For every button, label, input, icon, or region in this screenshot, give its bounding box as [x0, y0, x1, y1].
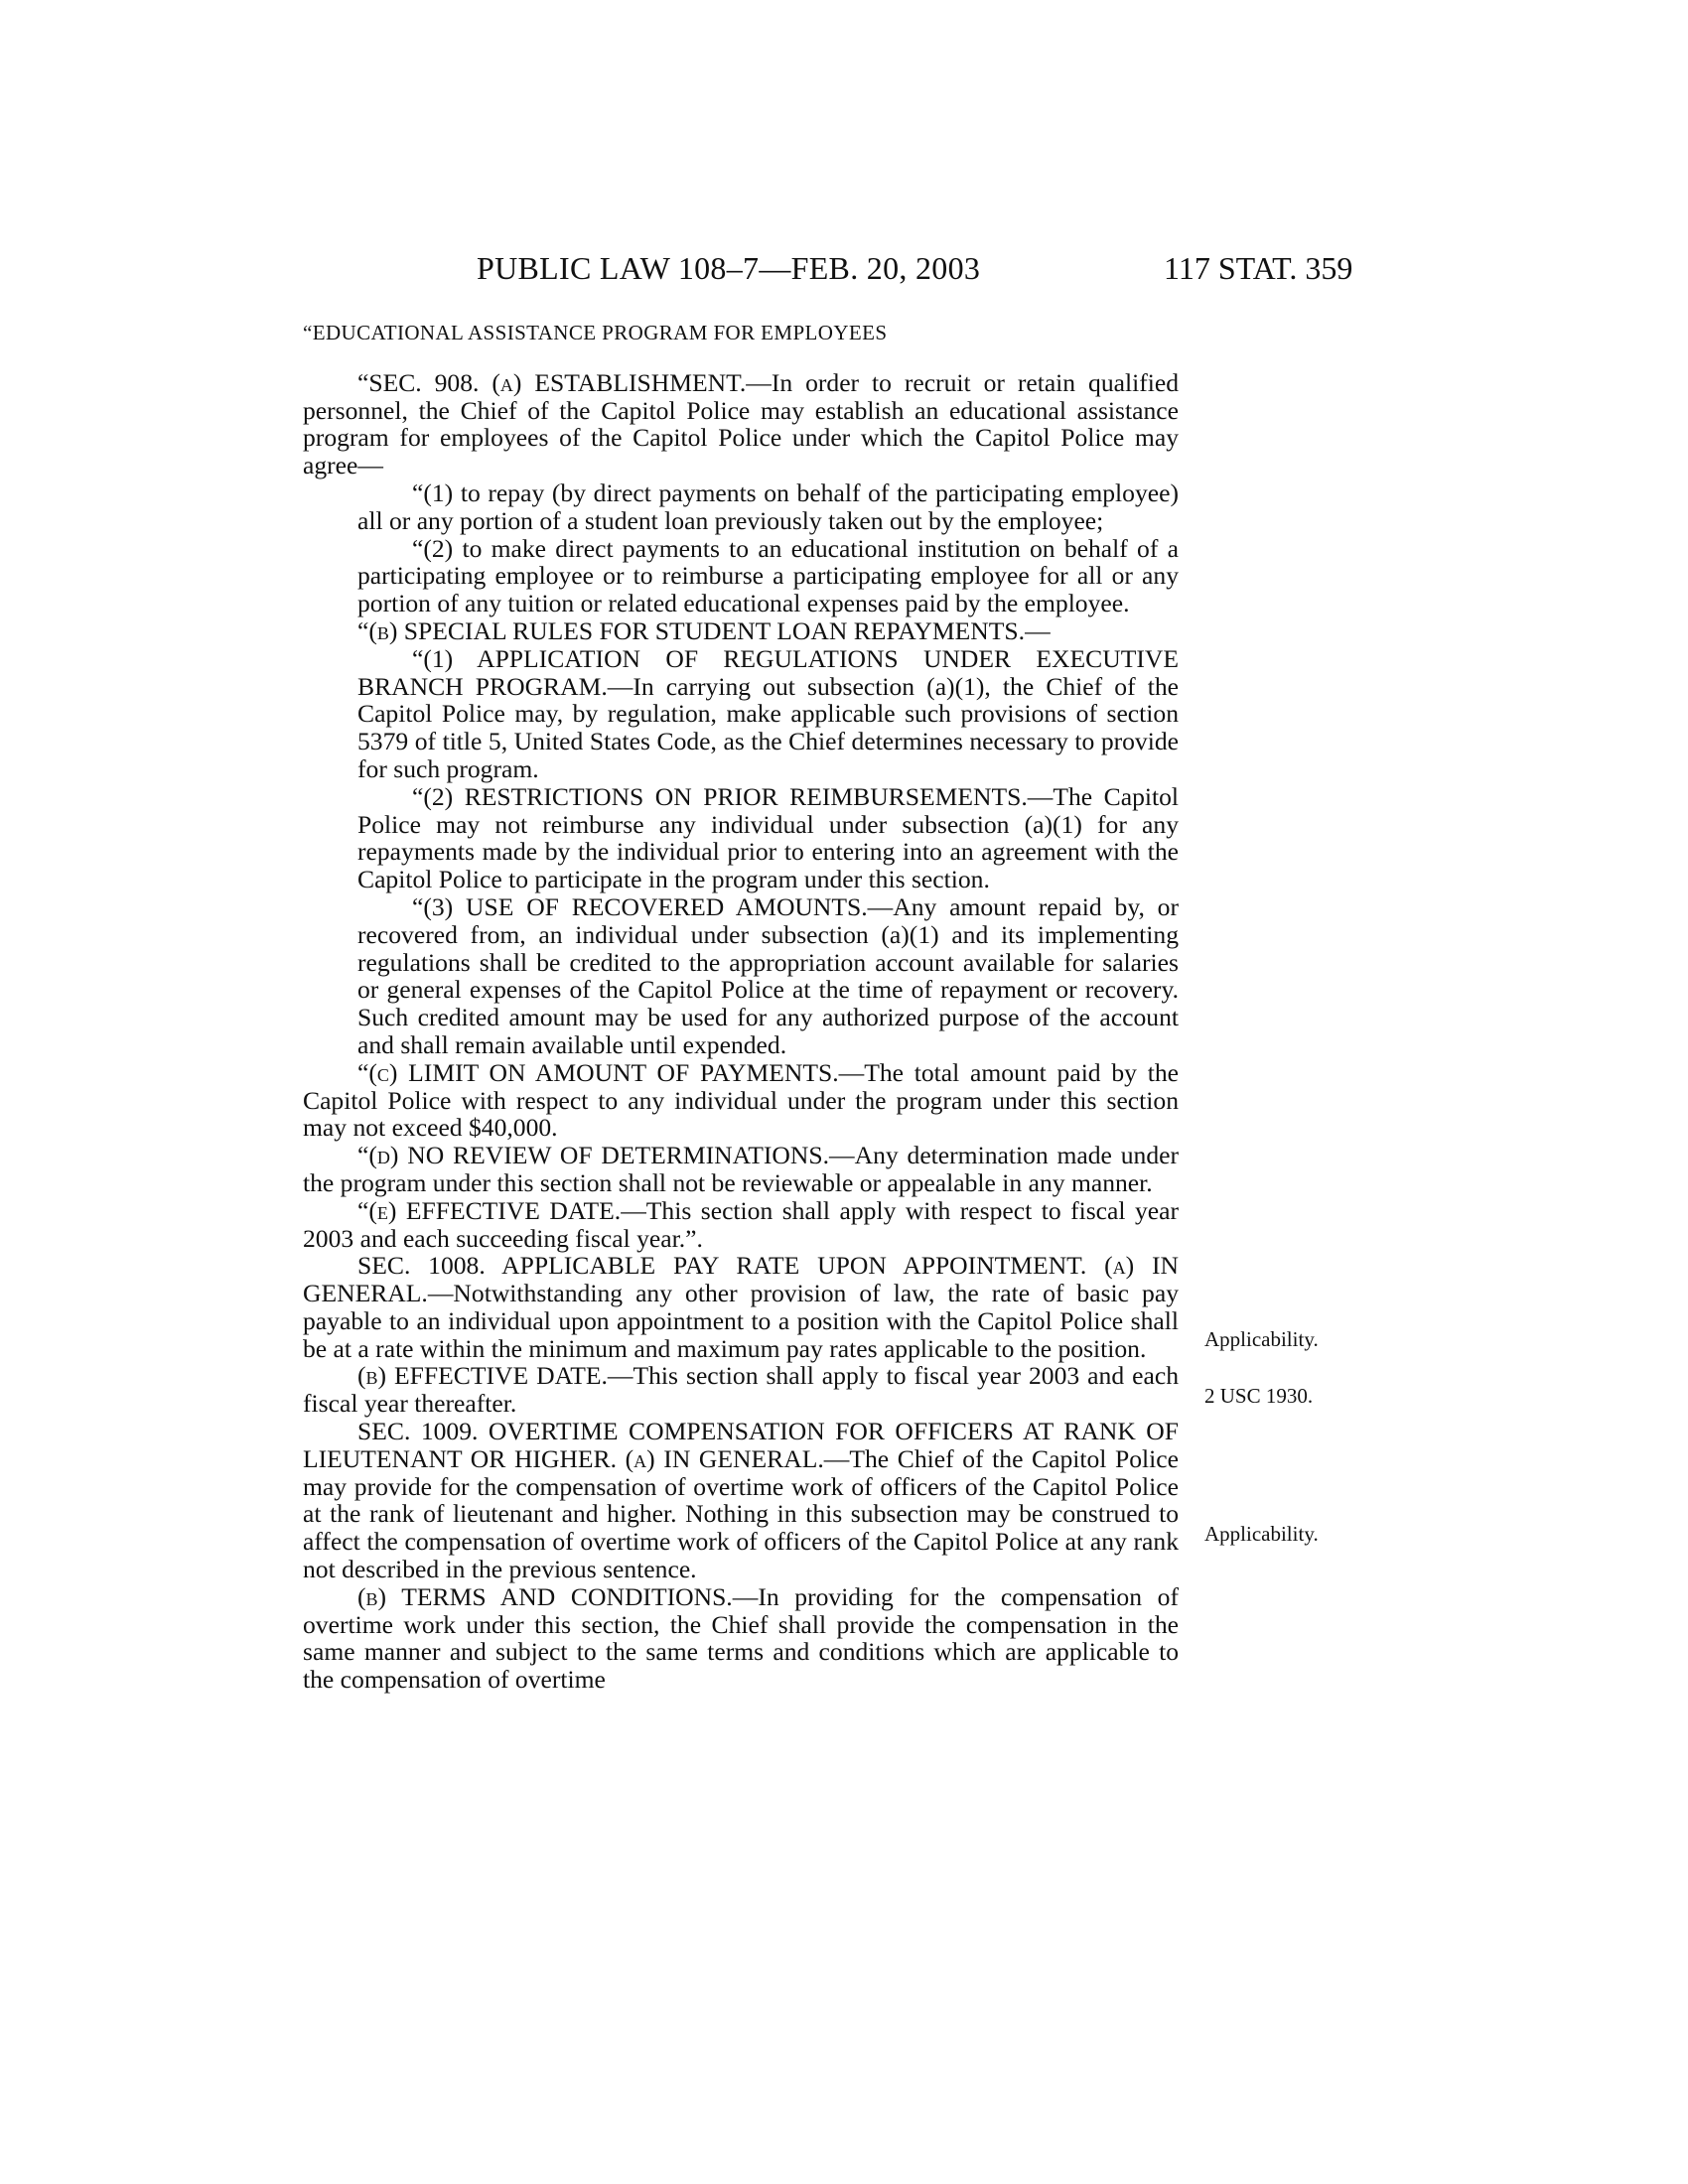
page-header	[0, 250, 1688, 290]
paragraph-text: —Notwithstanding any other provision of law, the rate of basic pay payable to an individual upon appointment to a position with the Capitol Police shall be at a rate within the minimum and maximum pay rates applicable to the position.	[303, 1279, 1179, 1363]
paragraph-lead: “(2) RESTRICTIONS ON PRIOR REIMBURSEMENTS.	[412, 781, 1028, 811]
paragraph-b-3	[303, 893, 1179, 1059]
running-head: PUBLIC LAW 108–7—FEB. 20, 2003	[477, 250, 981, 286]
paragraph-lead: “(d) NO REVIEW OF DETERMINATIONS.	[357, 1141, 830, 1170]
paragraph-b-2	[303, 783, 1179, 893]
paragraph-lead: (b) TERMS AND CONDITIONS.	[357, 1581, 733, 1611]
paragraph-sec-1008-b	[303, 1362, 1179, 1418]
paragraph-text: —This section shall apply with respect to fiscal year 2003 and each succeeding fiscal year.”.	[303, 1195, 1179, 1253]
paragraph-e	[303, 1197, 1179, 1253]
paragraph-lead: SEC. 1008. APPLICABLE PAY RATE UPON APPOINTMENT. (a) IN GENERAL.	[303, 1251, 1179, 1308]
paragraph-a-2	[303, 535, 1179, 617]
paragraph-text: —In order to recruit or retain qualified personnel, the Chief of the Capitol Police may establish an educational assistance program for employees of the Capitol Police under which the Capitol Police may agree—	[303, 367, 1179, 480]
paragraph-lead: “(3) USE OF RECOVERED AMOUNTS.	[412, 891, 868, 921]
paragraph-text: —The Capitol Police may not reimburse any individual under subsection (a)(1) for any repayments made by the individual prior to entering into an agreement with the Capitol Police to participate in the program under this section.	[357, 781, 1180, 894]
paragraph-text: —The Chief of the Capitol Police may provide for the compensation of overtime work of officers of the Capitol Police at the rank of lieutenant and higher. Nothing in this subsection may be construed to affect the compensation of overtime work of officers of the Capitol Police at any rank not described in the previous sentence.	[303, 1443, 1179, 1584]
paragraph-d	[303, 1142, 1179, 1197]
section-heading: “EDUCATIONAL ASSISTANCE PROGRAM FOR EMPLOYEES	[303, 321, 888, 344]
paragraph-sec-908-a	[303, 369, 1179, 479]
paragraph-text: —Any determination made under the program under this section shall not be reviewable or appealable in any manner.	[303, 1141, 1179, 1197]
paragraph-lead: “SEC. 908. (a) ESTABLISHMENT.	[357, 367, 747, 397]
paragraph-sec-1009-b	[303, 1583, 1179, 1694]
margin-note-applicability: Applicability.	[1204, 1327, 1319, 1351]
paragraph-b-1	[303, 645, 1179, 783]
page-body	[303, 320, 1179, 1694]
paragraph-lead: (b) EFFECTIVE DATE.	[357, 1361, 608, 1391]
paragraph-a-1	[303, 479, 1179, 535]
paragraph-lead: “(e) EFFECTIVE DATE.	[357, 1195, 622, 1225]
paragraph-lead: “(1) APPLICATION OF REGULATIONS UNDER EXECUTIVE BRANCH PROGRAM.	[357, 643, 1179, 701]
paragraph-text: “(1) to repay (by direct payments on behalf of the participating employee) all or any portion of a student loan previously taken out by the employee;	[357, 478, 1179, 535]
paragraph-lead: SEC. 1009. OVERTIME COMPENSATION FOR OFFICERS AT RANK OF LIEUTENANT OR HIGHER. (a) IN GENERAL.	[303, 1417, 1179, 1473]
paragraph-c	[303, 1059, 1179, 1142]
paragraph-lead: “(c) LIMIT ON AMOUNT OF PAYMENTS.	[357, 1057, 839, 1087]
paragraph-text: —Any amount repaid by, or recovered from, an individual under subsection (a)(1) and its implementing regulations shall be credited to the appropriation account available for salaries or general expenses of the Capitol Police at the time of repayment or recovery. Such credited amount may be used for any authorized purpose of the account and shall remain available until expended.	[357, 891, 1179, 1059]
paragraph-b	[303, 617, 1179, 645]
paragraph-text: —	[1025, 615, 1051, 645]
stat-page-citation: 117 STAT. 359	[1164, 250, 1353, 286]
paragraph-text: “(2) to make direct payments to an educational institution on behalf of a participating employee or to reimburse a participating employee for all or any portion of any tuition or related educational expenses paid by the employee.	[357, 533, 1179, 618]
paragraph-sec-1008-a	[303, 1252, 1179, 1362]
paragraph-text: —The total amount paid by the Capitol Police with respect to any individual under the program under this section may not exceed $40,000.	[303, 1057, 1179, 1143]
paragraph-lead: “(b) SPECIAL RULES FOR STUDENT LOAN REPAYMENTS.	[357, 615, 1026, 645]
paragraph-text: —In providing for the compensation of overtime work under this section, the Chief shall provide the compensation in the same manner and subject to the same terms and conditions which are applicable to the compensation of overtime	[303, 1581, 1180, 1695]
paragraph-text: —In carrying out subsection (a)(1), the Chief of the Capitol Police may, by regulation, make applicable such provisions of section 5379 of title 5, United States Code, as the Chief determines necessary to provide for such program.	[357, 671, 1179, 783]
margin-note-applicability-2: Applicability.	[1204, 1522, 1319, 1546]
paragraph-text: —This section shall apply to fiscal year 2003 and each fiscal year thereafter.	[303, 1361, 1179, 1419]
paragraph-sec-1009-a	[303, 1418, 1179, 1583]
margin-note-usc-citation: 2 USC 1930.	[1204, 1384, 1314, 1408]
